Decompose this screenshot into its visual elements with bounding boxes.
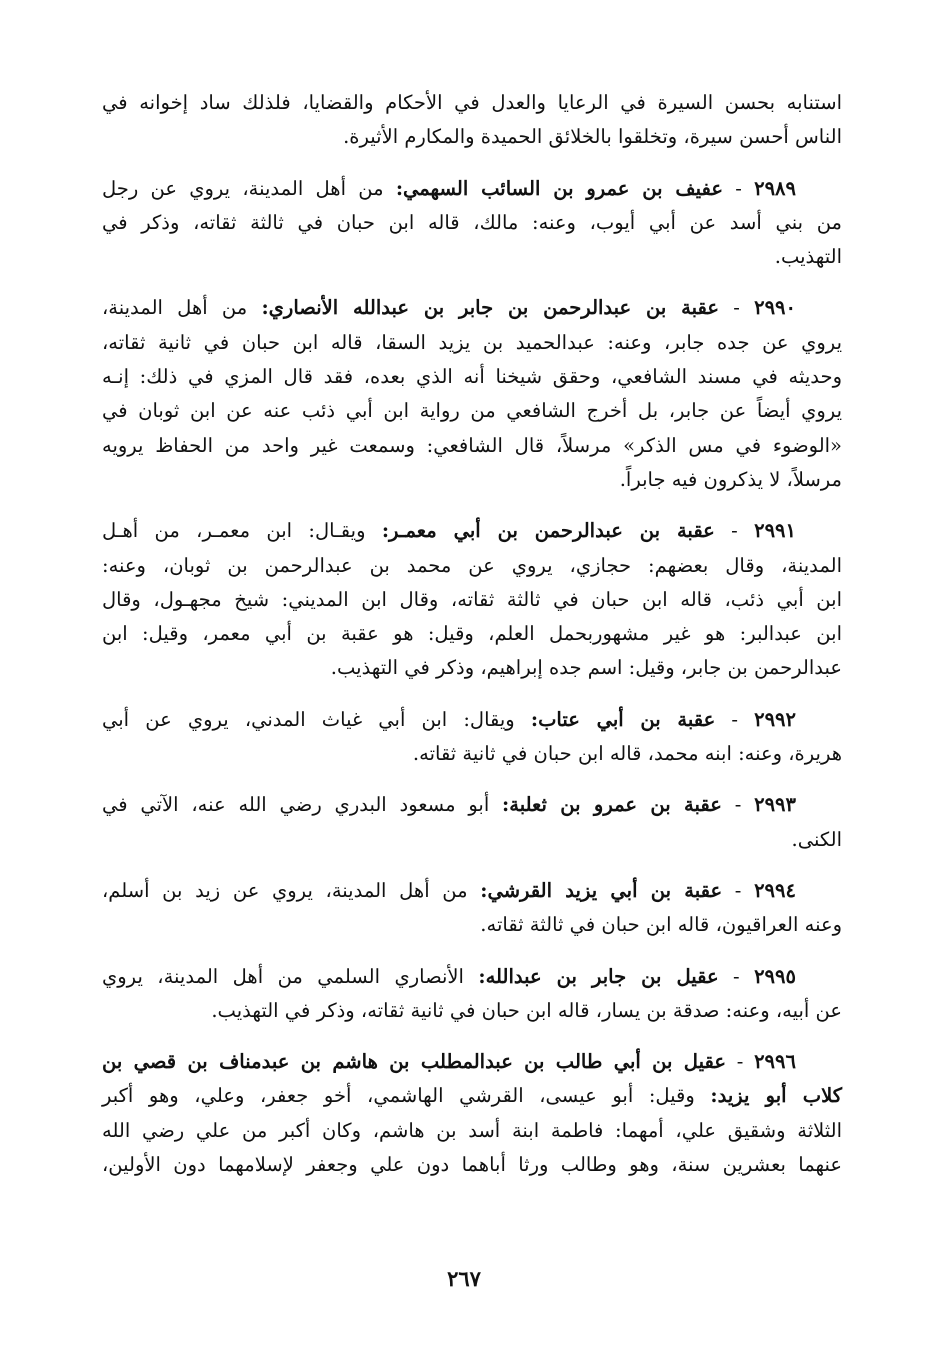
text-line: يروي عن جده جابر، وعنه: عبدالحميد بن يزيد السقا، قاله ابن حبان في ثانية ثقاته، (102, 330, 842, 354)
entry-name: عقبة بن أبي عتاب: (530, 707, 716, 731)
entry-first-line: ٢٩٨٩ - عفيف بن عمرو بن السائب السهمي: من أهل المدينة، يروي عن رجل (102, 176, 796, 200)
text-line: الناس أحسن سيرة، وتخلقوا بالخلائق الحميدة والمكارم الأثيرة. (343, 125, 842, 149)
entry-name: عقبة بن عبدالرحمن بن جابر بن عبدالله الأنصاري: (261, 296, 719, 320)
entry-first-line: ٢٩٩٠ - عقبة بن عبدالرحمن بن جابر بن عبدالله الأنصاري: من أهل المدينة، (102, 296, 796, 320)
biography-entry (102, 514, 842, 685)
biography-entry (102, 1045, 842, 1182)
biography-entry (102, 172, 842, 275)
entry-number: ٢٩٩٥ (754, 964, 796, 988)
entry-number: ٢٩٩٢ (754, 707, 796, 731)
entry-first-line: ٢٩٩٢ - عقبة بن أبي عتاب: ويقال: ابن أبي غياث المدني، يروي عن أبي (102, 707, 796, 731)
biography-entry (102, 874, 842, 943)
text-line: الكنى. (791, 827, 842, 851)
text-line: ابن أبي ذئب، قاله ابن حبان في ثالثة ثقاته، وقال ابن المديني: شيخ مجهـول، وقال (102, 587, 842, 611)
text-line: المدينة، وقال بعضهم: حجازي، يروي عن محمد بن عبدالرحمن بن ثوبان، وعنه: (102, 553, 842, 577)
text-line: الأنصاري السلمي من أهل المدينة، يروي (102, 964, 464, 988)
entry-number: ٢٩٩٦ (754, 1050, 796, 1074)
text-line: «الوضوء في مس الذكر» مرسلاً، قال الشافعي: وسمعت غير واحد من الحفاظ يرويه (102, 433, 842, 457)
entry-number: ٢٩٨٩ (754, 176, 796, 200)
text-line: عبدالرحمن بن جابر، وقيل: اسم جده إبراهيم، وذكر في التهذيب. (330, 656, 842, 680)
page-number: ٢٦٧ (447, 1266, 481, 1291)
entry-first-line: ٢٩٩٥ - عقيل بن جابر بن عبدالله: الأنصاري السلمي من أهل المدينة، يروي (102, 964, 796, 988)
entry-name: عقيل بن جابر بن عبدالله: (478, 964, 719, 988)
text-line: عن أبيه، وعنه: صدقة بن يسار، قاله ابن حبان في ثانية ثقاته، وذكر في التهذيب. (211, 998, 842, 1022)
entry-name: عقبة بن عبدالرحمن بن أبي معمـر: (381, 519, 715, 543)
text-line-part: وقيل: أبو عيسى، القرشي الهاشمي، أخو جعفر، وعلي، وهو أكبر (102, 1084, 695, 1108)
text-line: ويقـال: ابن معمـر، من أهـل (102, 519, 366, 543)
text-line: استنابه بحسن السيرة في الرعايا والعدل في الأحكام والقضايا، فلذلك ساد إخوانه في (102, 91, 842, 114)
biography-entry (102, 703, 842, 772)
entry-first-line: ٢٩٩٣ - عقبة بن عمرو بن ثعلبة: أبو مسعود البدري رضي الله عنه، الآتي في (102, 793, 796, 817)
text-line: من أهل المدينة، يروي عن رجل (102, 176, 384, 200)
entry-name: عقبة بن أبي يزيد القرشي: (480, 878, 723, 902)
entry-first-line: ٢٩٩١ - عقبة بن عبدالرحمن بن أبي معمـر: ويقـال: ابن معمـر، من أهـل (102, 519, 796, 543)
entry-number: ٢٩٩٤ (754, 878, 796, 902)
text-line: ويقال: ابن أبي غياث المدني، يروي عن أبي (102, 707, 515, 731)
entry-number: ٢٩٩٠ (754, 296, 796, 320)
entry-first-line: ٢٩٩٤ - عقبة بن أبي يزيد القرشي: من أهل المدينة، يروي عن زيد بن أسلم، (102, 878, 796, 902)
text-line: ابن عبدالبر: هو غير مشهوربحمل العلم، وقيل: هو عقبة بن أبي معمر، وقيل: ابن (102, 622, 842, 646)
biography-entry (102, 788, 842, 857)
entry-number: ٢٩٩٣ (754, 793, 796, 817)
entry-name: عقبة بن عمرو بن ثعلبة: (502, 793, 722, 817)
entry-first-line: ٢٩٩٦ - عقيل بن أبي طالب بن عبدالمطلب بن هاشم بن عبدمناف بن قصي بن (102, 1050, 796, 1074)
text-line: من أهل المدينة، يروي عن زيد بن أسلم، (102, 878, 468, 902)
page-body (102, 86, 842, 1182)
text-line: وعنه العراقيون، قاله ابن حبان في ثالثة ثقاته. (480, 913, 842, 937)
text-line: أبو مسعود البدري رضي الله عنه، الآتي في (102, 793, 490, 817)
entry-name: عفيف بن عمرو بن السائب السهمي: (395, 176, 723, 200)
text-line: من بني أسد عن أبي أيوب، وعنه: مالك، قاله ابن حبان في ثالثة ثقاته، وذكر في (102, 210, 842, 234)
text-line: الثلاثة وشقيق علي، أمهما: فاطمة ابنة أسد بن هاشم، وكان أكبر من علي رضي الله (102, 1118, 842, 1142)
text-line: التهذيب. (774, 245, 842, 269)
text-line: من أهل المدينة، (102, 296, 248, 320)
text-line: عنهما بعشرين سنة، وهو وطالب ورثا أباهما دون علي وجعفر لإسلامهما دون الأولين، (102, 1153, 842, 1177)
text-line (102, 1079, 842, 1113)
text-line: هريرة، وعنه: ابنه محمد، قاله ابن حبان في ثانية ثقاته. (412, 742, 842, 766)
entry-name: عقيل بن أبي طالب بن عبدالمطلب بن هاشم بن عبدمناف بن قصي بن (102, 1050, 726, 1074)
biography-entry (102, 291, 842, 497)
entry-name-continued: كلاب أبو يزيد: (710, 1084, 842, 1108)
intro-paragraph (102, 86, 842, 155)
entry-number: ٢٩٩١ (754, 519, 796, 543)
text-line: مرسلاً، لا يذكرون فيه جابراً. (619, 467, 842, 491)
biography-entry (102, 960, 842, 1029)
text-line: يروي أيضاً عن جابر، بل أخرج الشافعي من رواية ابن أبي ذئب عنه عن ابن ثوبان في (102, 399, 842, 423)
text-line: وحديثه في مسند الشافعي، وحقق شيخنا أنه الذي بعده، فقد قال المزي في ذلك: إنـه (102, 365, 842, 389)
